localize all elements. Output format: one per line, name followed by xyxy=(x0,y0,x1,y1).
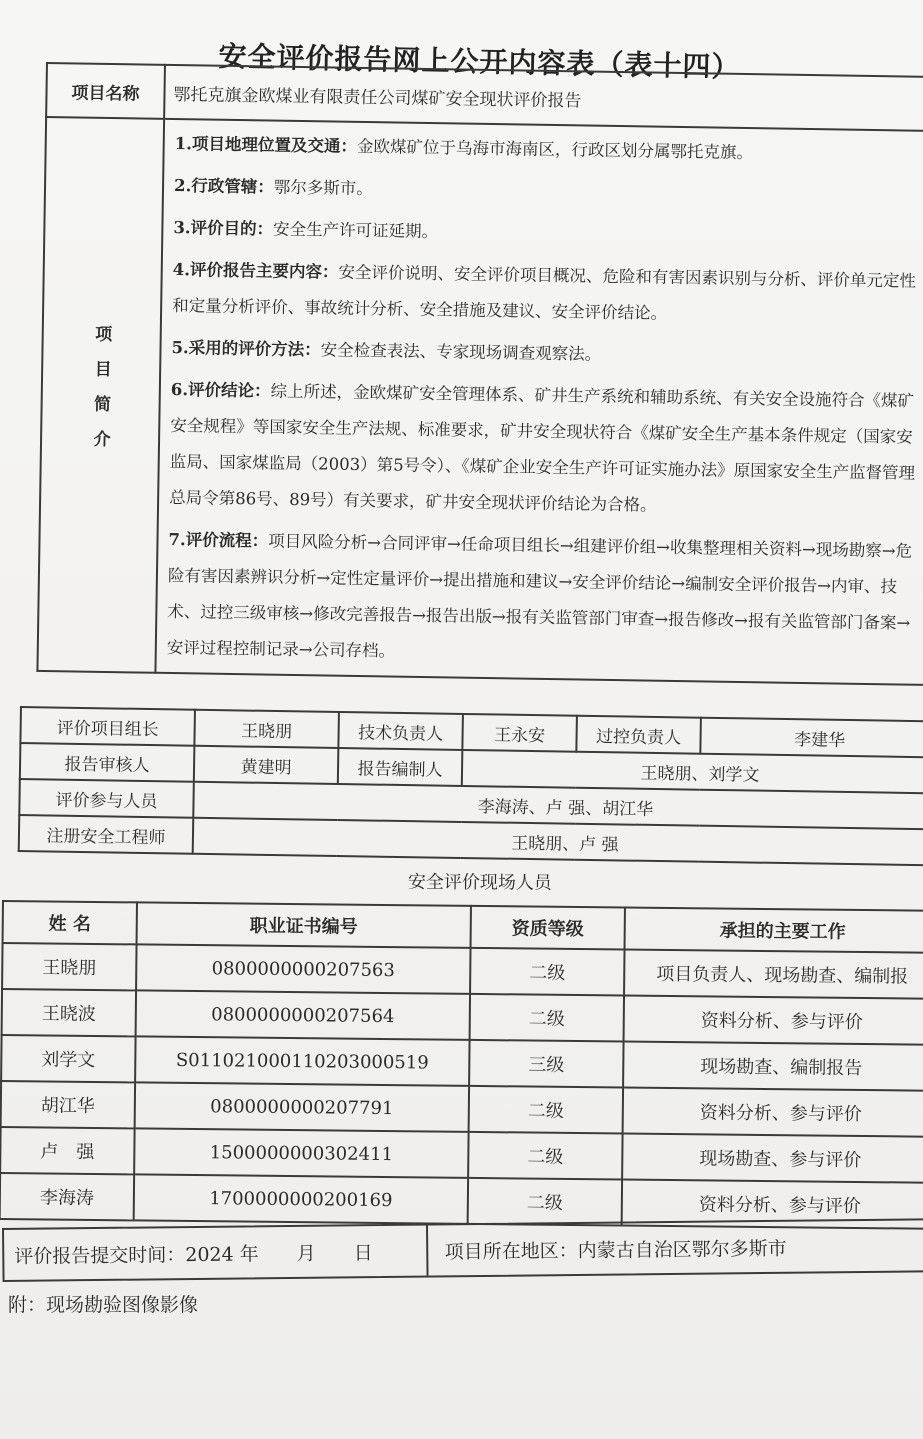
intro-label-text: 项目简介 xyxy=(89,324,112,466)
staff-work: 现场勘查、参与评价 xyxy=(622,1134,923,1183)
project-intro-label xyxy=(37,117,164,673)
submit-value: 2024 年 月 日 xyxy=(185,1241,373,1266)
staff-cert: 0800000000207564 xyxy=(136,990,470,1039)
staff-table xyxy=(0,900,923,1230)
staff-level: 二级 xyxy=(469,1086,623,1134)
header-work: 承担的主要工作 xyxy=(625,908,923,953)
project-table xyxy=(36,62,923,686)
editor-value: 王晓朋、刘学文 xyxy=(462,750,923,793)
engineers-value: 王晓朋、卢 强 xyxy=(193,818,923,866)
intro-item: 4.评价报告主要内容：安全评价说明、安全评价项目概况、危险和有害因素识别与分析、评价单元定性和定量分析评价、事故统计分析、安全措施及建议、安全评价结论。 xyxy=(172,260,917,323)
staff-cert: S011021000110203000519 xyxy=(135,1036,469,1085)
reviewer-label: 报告审核人 xyxy=(20,743,195,782)
intro-item: 1.项目地理位置及交通：金欧煤矿位于乌海市海南区，行政区划分属鄂托克旗。 xyxy=(174,134,754,163)
editor-label: 报告编制人 xyxy=(338,748,463,786)
staff-name: 刘学文 xyxy=(1,1035,135,1082)
control-value: 李建华 xyxy=(700,718,923,758)
staff-section-title: 安全评价现场人员 xyxy=(407,871,552,894)
staff-level: 二级 xyxy=(468,1132,622,1180)
project-name-label: 项目名称 xyxy=(46,63,165,119)
staff-level: 二级 xyxy=(470,994,624,1042)
roles-table xyxy=(18,706,923,866)
staff-cert: 1500000000302411 xyxy=(134,1128,468,1177)
staff-work: 资料分析、参与评价 xyxy=(623,1088,923,1137)
participants-value: 李海涛、卢 强、胡江华 xyxy=(193,782,923,830)
staff-work: 资料分析、参与评价 xyxy=(622,1180,923,1229)
staff-name: 卢 强 xyxy=(0,1127,134,1174)
staff-cert: 0800000000207791 xyxy=(135,1082,469,1131)
staff-name: 王晓波 xyxy=(2,989,136,1036)
staff-name: 胡江华 xyxy=(1,1081,135,1128)
participants-label: 评价参与人员 xyxy=(19,779,194,818)
intro-item: 5.采用的评价方法：安全检查表法、专家现场调查观察法。 xyxy=(171,338,602,364)
engineers-label: 注册安全工程师 xyxy=(19,815,194,854)
staff-level: 二级 xyxy=(470,948,624,996)
intro-item: 2.行政管辖：鄂尔多斯市。 xyxy=(173,176,373,199)
staff-cert: 0800000000207563 xyxy=(136,944,470,993)
project-intro xyxy=(155,119,923,685)
header-cert: 职业证书编号 xyxy=(137,902,471,947)
intro-item: 7.评价流程：项目风险分析→合同评审→任命项目组长→组建评价组→收集整理相关资料→现场勘察→危险有害因素辨识分析→定性定量评价→提出措施和建议→安全评价结论→编制安全评价报告→内审、技术、过控三级审核→修改完善报告→报告出版→报有关监管部门审查→报告修改→报有关监管部门备案→安评过程控制记录→公司存档。 xyxy=(166,529,913,661)
staff-cert: 1700000000200169 xyxy=(134,1174,468,1223)
staff-name: 李海涛 xyxy=(0,1173,134,1220)
intro-item: 3.评价目的：安全生产许可证延期。 xyxy=(173,218,439,242)
staff-name: 王晓朋 xyxy=(2,943,136,990)
staff-level: 三级 xyxy=(469,1040,623,1088)
submit-time xyxy=(4,1238,383,1269)
intro-item: 6.评价结论：综上所述，金欧煤矿安全管理体系、矿井生产系统和辅助系统、有关安全设施符合《煤矿安全规程》等国家安全生产法规、标准要求，矿井安全现状符合《煤矿安全生产基本条件规定（国家安监局、国家煤监局（2003）第5号令）、《煤矿企业安全生产许可证实施办法》原国家安全生产监督管理总局令第86号、89号）有关要求，矿井安全现状评价结论为合格。 xyxy=(169,380,916,515)
footer-divider xyxy=(426,1226,429,1276)
header-name: 姓 名 xyxy=(3,901,137,944)
attachment-note: 附：现场勘验图像影像 xyxy=(8,1294,199,1316)
header-level: 资质等级 xyxy=(471,906,625,950)
page-title: 安全评价报告网上公开内容表（表十四） xyxy=(218,39,741,84)
project-region xyxy=(435,1233,797,1264)
footer-row xyxy=(2,1218,923,1282)
staff-work: 现场勘查、编制报告 xyxy=(623,1042,923,1091)
reviewer-value: 黄建明 xyxy=(194,746,339,784)
leader-label: 评价项目组长 xyxy=(20,707,195,746)
staff-work: 资料分析、参与评价 xyxy=(624,996,923,1045)
tech-value: 王永安 xyxy=(462,714,577,752)
region-value: 内蒙古自治区鄂尔多斯市 xyxy=(577,1237,787,1262)
staff-level: 二级 xyxy=(468,1178,622,1226)
region-label: 项目所在地区： xyxy=(444,1239,578,1263)
tech-label: 技术负责人 xyxy=(338,712,463,750)
submit-label: 评价报告提交时间： xyxy=(14,1243,186,1268)
leader-value: 王晓朋 xyxy=(194,710,339,748)
control-label: 过控负责人 xyxy=(576,716,701,754)
project-name-value: 鄂托克旗金欧煤业有限责任公司煤矿安全现状评价报告 xyxy=(164,65,923,131)
staff-work: 项目负责人、现场勘查、编制报 xyxy=(624,950,923,999)
